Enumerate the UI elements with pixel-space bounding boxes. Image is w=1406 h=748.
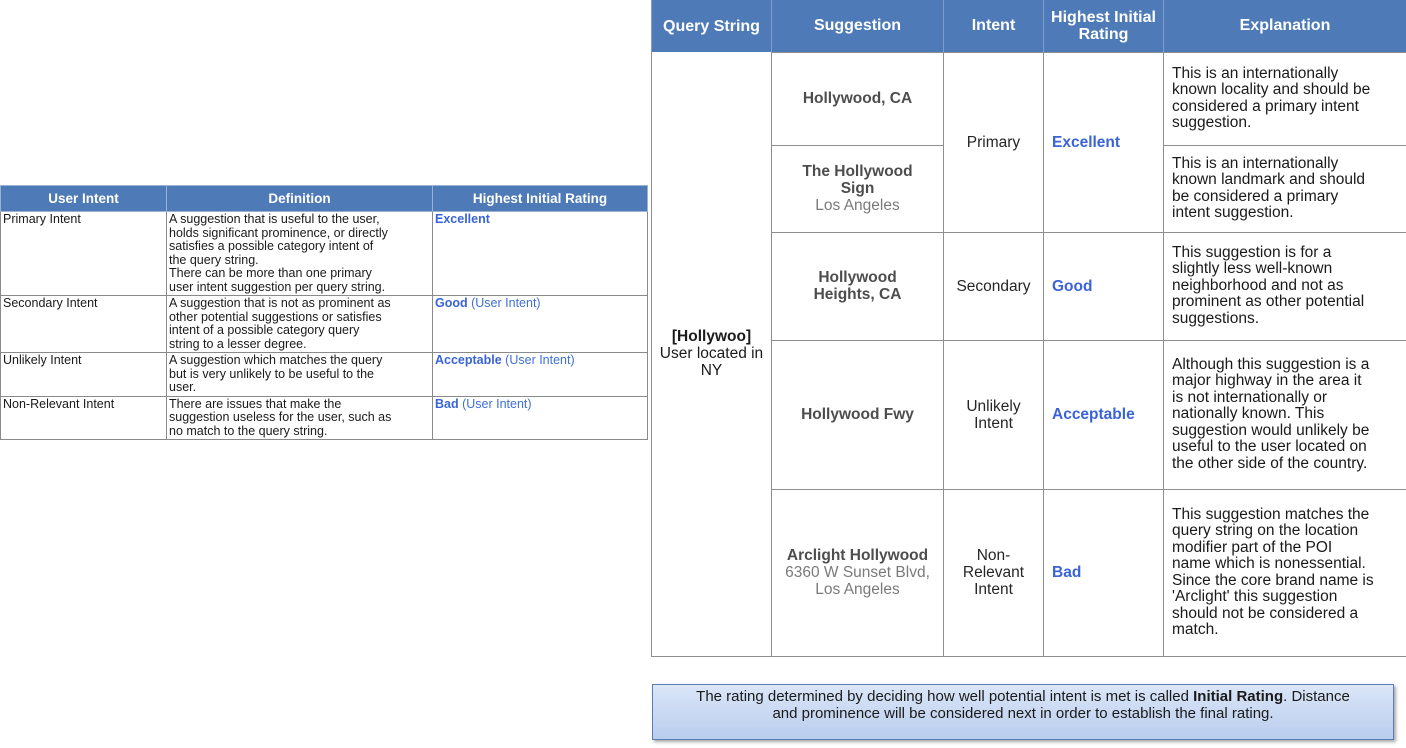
- explanation-line: query string on the location: [1172, 522, 1359, 539]
- header-rating-line: Rating: [1078, 25, 1129, 43]
- suggestion-name: Hollywood, CA: [802, 90, 913, 107]
- suggestion-cell: [772, 232, 944, 340]
- rating-cell: Acceptable: [1044, 340, 1164, 489]
- intent-label: Primary: [966, 133, 1021, 151]
- explanation-line: prominent as other potential: [1172, 293, 1365, 311]
- header-rating-line: Highest Initial: [1051, 8, 1156, 26]
- explanation-line: major highway in the area it: [1172, 372, 1362, 390]
- definition-line: no match to the query string.: [169, 423, 328, 438]
- suggestion-subtitle: Los Angeles: [815, 581, 900, 598]
- explanation-line: This is an internationally: [1172, 64, 1339, 82]
- explanation-line: Although this suggestion is a: [1172, 355, 1370, 373]
- table-row: [652, 52, 1406, 145]
- suggestion-name: Hollywood Fwy: [801, 406, 914, 423]
- explanation-cell: [1164, 340, 1406, 489]
- table-row: [1, 353, 648, 397]
- explanation-cell: [1164, 52, 1406, 145]
- intent-cell: Non-Relevant Intent: [1, 396, 167, 440]
- definition-cell: [167, 396, 433, 440]
- intent-cell: [944, 52, 1044, 232]
- suggestion-cell: [772, 52, 944, 145]
- query-location-line: User located in: [659, 345, 764, 363]
- header-highest-initial-rating: Highest Initial Rating: [433, 186, 648, 212]
- table-row: [1, 296, 648, 353]
- intent-label: Intent: [974, 581, 1013, 598]
- intent-cell: Secondary Intent: [1, 296, 167, 353]
- intent-table-header-row: [1, 186, 648, 212]
- rating-value: Good: [435, 296, 468, 310]
- suggestion-cell: [772, 489, 944, 656]
- rating-cell: [433, 296, 648, 353]
- query-table-header-row: [652, 0, 1406, 52]
- definition-line: string to a lesser degree.: [169, 336, 307, 351]
- table-row: [1, 396, 648, 440]
- definition-line: suggestion useless for the user, such as: [169, 410, 392, 424]
- rating-cell: [433, 396, 648, 440]
- explanation-line: is not internationally or: [1172, 388, 1328, 406]
- definition-line: other potential suggestions or satisfies: [169, 309, 382, 324]
- explanation-line: Since the core brand name is: [1172, 571, 1374, 589]
- table-row: [1, 212, 648, 296]
- explanation-cell: [1164, 489, 1406, 656]
- intent-cell: Primary Intent: [1, 212, 167, 296]
- header-user-intent: User Intent: [1, 186, 167, 212]
- header-highest-initial-rating: [1044, 0, 1164, 52]
- rating-cell: Excellent: [1044, 52, 1164, 232]
- definition-line: user.: [169, 380, 197, 394]
- explanation-line: This suggestion is for a: [1172, 243, 1332, 261]
- header-definition: Definition: [167, 186, 433, 212]
- explanation-line: neighborhood and not as: [1172, 276, 1344, 294]
- explanation-line: slightly less well-known: [1172, 260, 1333, 278]
- query-example-table: [651, 0, 1406, 657]
- definition-line: A suggestion that is not as prominent as: [169, 296, 391, 310]
- suggestion-cell: [772, 340, 944, 489]
- definition-line: A suggestion that is useful to the user,: [169, 212, 380, 226]
- explanation-line: known locality and should be: [1172, 81, 1371, 98]
- initial-rating-note: [652, 684, 1394, 740]
- definition-line: A suggestion which matches the query: [169, 353, 383, 367]
- note-line: [653, 688, 1393, 705]
- intent-label: Intent: [974, 414, 1013, 432]
- rating-cell: [433, 353, 648, 397]
- rating-note: (User Intent): [501, 353, 575, 367]
- suggestion-subtitle: 6360 W Sunset Blvd,: [785, 564, 930, 581]
- intent-cell: Unlikely Intent: [1, 353, 167, 397]
- header-explanation: Explanation: [1164, 0, 1406, 52]
- suggestion-cell: [772, 145, 944, 232]
- rating-cell: Bad: [1044, 489, 1164, 656]
- definition-line: There can be more than one primary: [169, 266, 372, 280]
- explanation-line: name which is nonessential.: [1172, 555, 1366, 572]
- definition-line: holds significant prominence, or directly: [169, 225, 388, 240]
- rating-cell: [433, 212, 648, 296]
- header-query-string: Query String: [652, 0, 772, 52]
- suggestion-name: The Hollywood: [802, 163, 913, 180]
- rating-value: Excellent: [435, 212, 490, 226]
- rating-note: (User Intent): [458, 396, 532, 411]
- definition-cell: [167, 353, 433, 397]
- suggestion-name: Sign: [840, 180, 875, 197]
- explanation-line: the other side of the country.: [1172, 454, 1368, 472]
- explanation-line: useful to the user located on: [1172, 438, 1367, 456]
- definition-line: user intent suggestion per query string.: [169, 279, 386, 294]
- explanation-line: known landmark and should: [1172, 171, 1366, 188]
- user-intent-table: [0, 185, 648, 440]
- intent-label: Secondary: [956, 277, 1031, 295]
- rating-cell: Good: [1044, 232, 1164, 340]
- intent-label: Non-: [976, 547, 1011, 564]
- explanation-line: This is an internationally: [1172, 154, 1339, 172]
- explanation-cell: [1164, 145, 1406, 232]
- suggestion-name: Heights, CA: [813, 286, 902, 303]
- explanation-line: be considered a primary: [1172, 187, 1339, 205]
- definition-line: There are issues that make the: [169, 396, 342, 411]
- explanation-line: considered a primary intent: [1172, 97, 1359, 115]
- definition-line: satisfies a possible category intent of: [169, 239, 374, 253]
- explanation-line: suggestions.: [1172, 309, 1260, 327]
- note-line: and prominence will be considered next in order to establish the final rating.: [772, 705, 1274, 722]
- note-bold-term: Initial Rating: [1193, 688, 1284, 705]
- note-text: The rating determined by deciding how well potential intent is met is called: [696, 688, 1194, 705]
- explanation-line: modifier part of the POI: [1172, 538, 1333, 556]
- rating-value: Acceptable: [435, 353, 502, 367]
- intent-label: Relevant: [962, 564, 1025, 581]
- definition-line: the query string.: [169, 252, 259, 267]
- intent-cell: [944, 232, 1044, 340]
- definition-line: but is very unlikely to be useful to the: [169, 366, 374, 381]
- suggestion-name: Hollywood: [818, 269, 897, 286]
- note-text: . Distance: [1283, 688, 1350, 705]
- explanation-line: nationally known. This: [1172, 405, 1325, 423]
- explanation-line: intent suggestion.: [1172, 204, 1294, 221]
- rating-value: Bad: [435, 396, 459, 411]
- query-string-cell: [652, 52, 772, 656]
- suggestion-name: Arclight Hollywood: [786, 547, 929, 564]
- header-suggestion: Suggestion: [772, 0, 944, 52]
- intent-label: Unlikely: [966, 397, 1021, 415]
- explanation-line: 'Arclight' this suggestion: [1172, 588, 1338, 605]
- explanation-line: should not be considered a: [1172, 604, 1359, 622]
- explanation-line: suggestion.: [1172, 114, 1252, 131]
- rating-note: (User Intent): [467, 296, 541, 310]
- explanation-cell: [1164, 232, 1406, 340]
- intent-cell: [944, 340, 1044, 489]
- definition-cell: [167, 296, 433, 353]
- explanation-line: suggestion would unlikely be: [1172, 421, 1370, 439]
- suggestion-subtitle: Los Angeles: [815, 197, 900, 214]
- query-location-line: NY: [700, 362, 723, 380]
- intent-cell: [944, 489, 1044, 656]
- header-intent: Intent: [944, 0, 1044, 52]
- explanation-line: This suggestion matches the: [1172, 505, 1370, 523]
- query-term: [Hollywoo]: [671, 328, 752, 346]
- explanation-line: match.: [1172, 621, 1219, 638]
- definition-cell: [167, 212, 433, 296]
- definition-line: intent of a possible category query: [169, 323, 360, 337]
